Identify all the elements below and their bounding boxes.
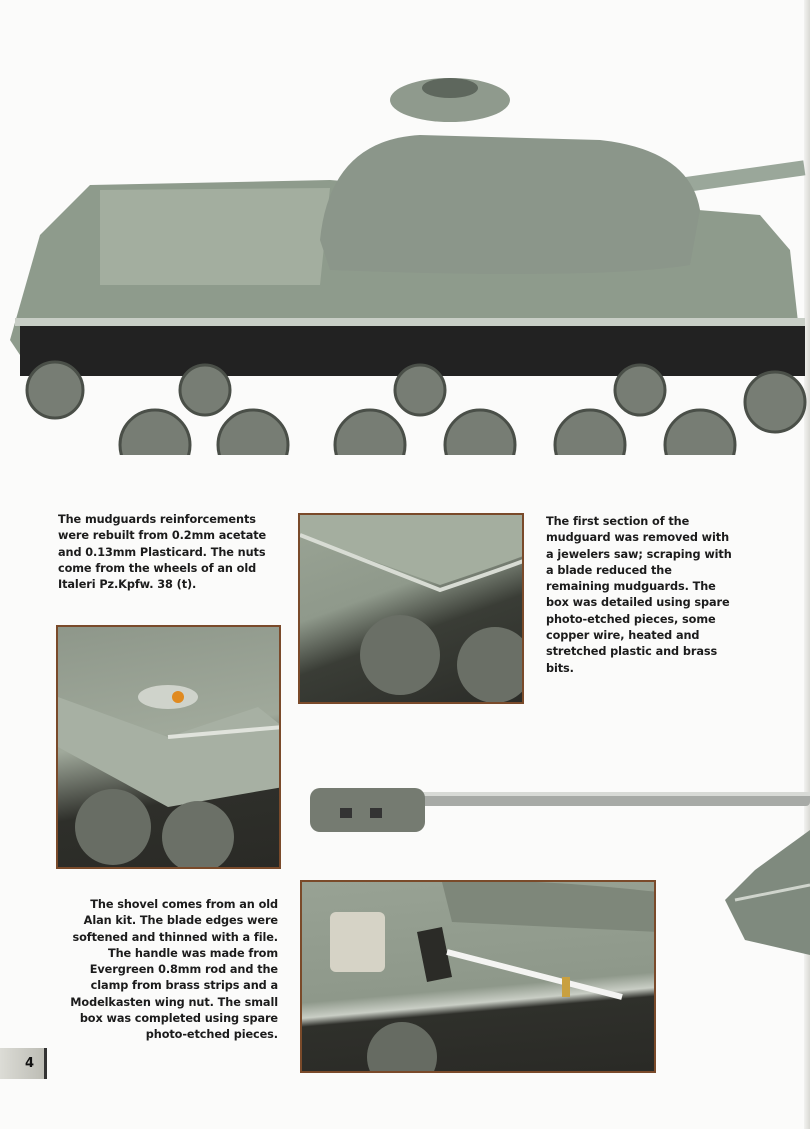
small-box bbox=[330, 912, 385, 972]
fender-photo-content bbox=[58, 627, 281, 869]
shovel-photo-content bbox=[302, 882, 656, 1073]
mudguard-photo-content bbox=[300, 515, 524, 704]
shovel-handle bbox=[447, 952, 622, 997]
mudguard-detail-photo bbox=[298, 513, 524, 704]
fender-box-photo bbox=[56, 625, 281, 869]
caption-first-section: The first section of the mudguard was removed with a jewelers saw; scraping with a blade reduced the remaining mudguards. The box was detailed using spare photo-etched pieces, some copper wire, heated and stretched plastic and brass bits. bbox=[546, 515, 732, 675]
caption-shovel: The shovel comes from an old Alan kit. The blade edges were softened and thinned with a file. The handle was made from Evergreen 0.8mm rod and the clamp from brass strips and a Modelkasten wing nut. The small box was completed using spare photo-etched pieces. bbox=[70, 898, 278, 1042]
page-number: 4 bbox=[0, 1048, 47, 1079]
hatch bbox=[422, 78, 478, 98]
tank-side-photo bbox=[0, 40, 810, 455]
mudguard bbox=[15, 318, 805, 326]
caption-mudguard-reinforcements: The mudguards reinforcements were rebuilt from 0.2mm acetate and 0.13mm Plasticard. The nuts come from the wheels of an old Italeri Pz.Kpfw. 38 (t). bbox=[58, 513, 267, 592]
shovel-detail-photo bbox=[300, 880, 656, 1073]
turret bbox=[320, 135, 700, 274]
partial-tank-photo bbox=[725, 830, 810, 955]
engine-deck bbox=[100, 188, 330, 285]
